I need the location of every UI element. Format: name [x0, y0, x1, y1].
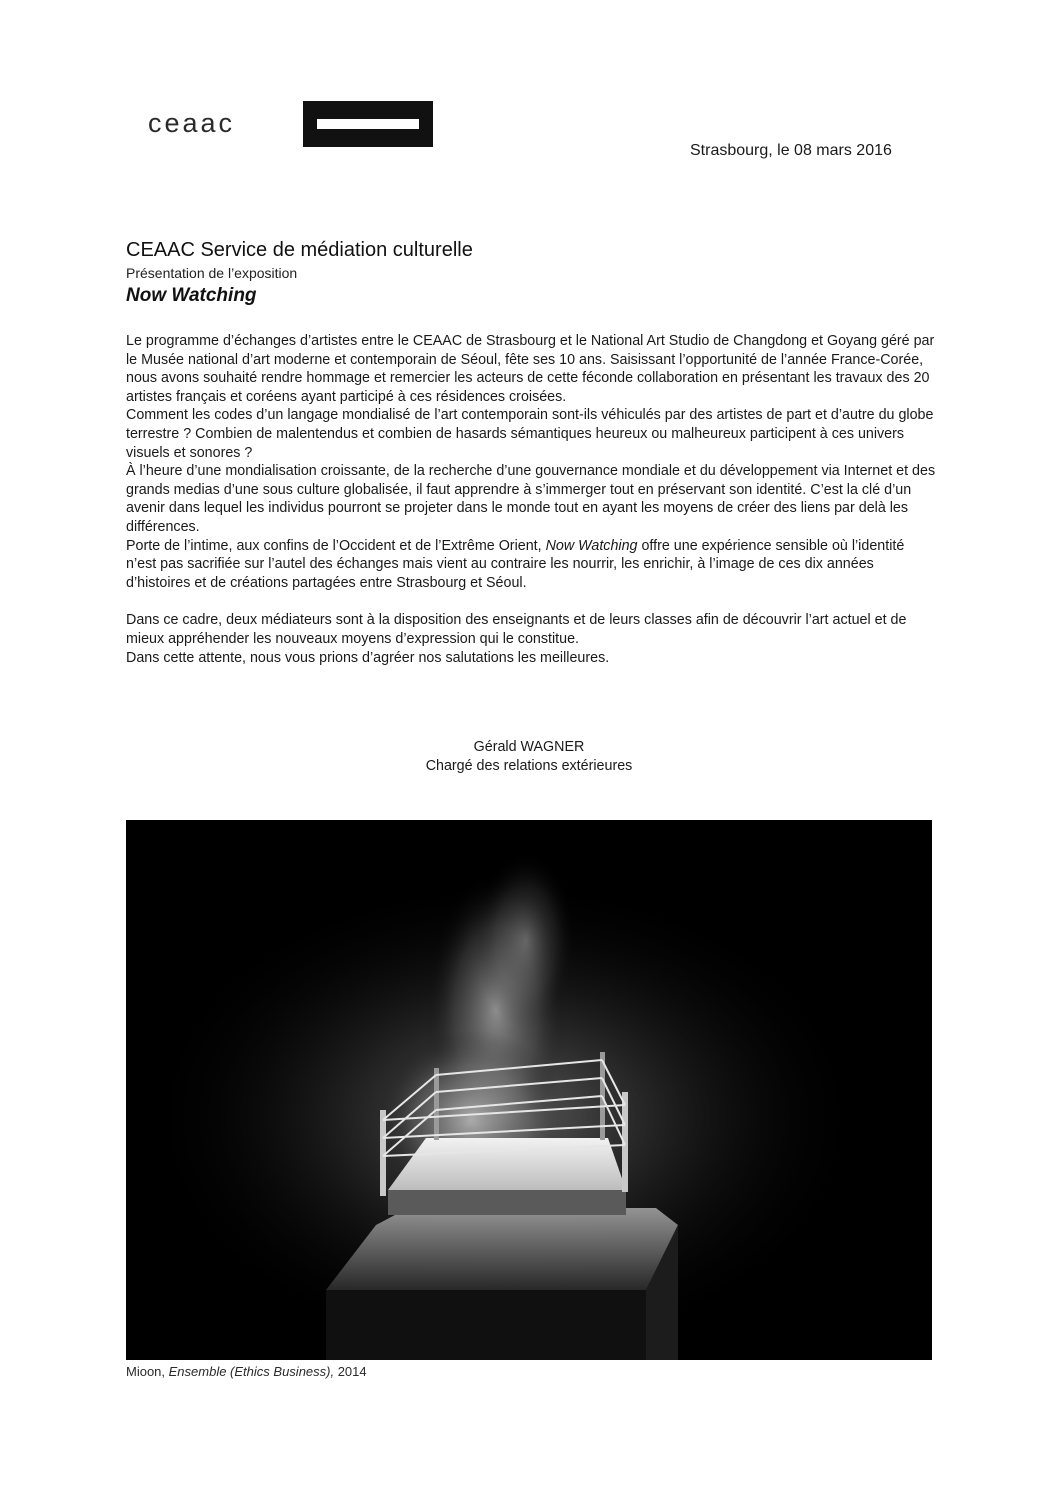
ring-apron: [388, 1190, 626, 1215]
artwork-photo: [126, 820, 932, 1360]
document-subtitle: Présentation de l’exposition: [126, 265, 298, 281]
signature-block: [126, 738, 932, 776]
signatory-name: Gérald WAGNER: [473, 739, 585, 755]
document-title: CEAAC Service de médiation culturelle: [126, 239, 473, 261]
pedestal-side: [326, 1290, 646, 1360]
smoke-plume: [476, 850, 576, 1030]
paragraph-questions: Comment les codes d’un langage mondialisé de l’art contemporain sont-ils véhiculés par des artistes de part et d’autre du globe terrestre ? Combien de malentendus et combien de hasards sémantiques heureux ou malheureux participent à ces univers visuels et sonores ?: [126, 407, 934, 461]
paragraph-intro: Le programme d’échanges d’artistes entre le CEAAC de Strasbourg et le National Art Studio de Changdong et Goyang géré par le Musée national d’art moderne et contemporain de Séoul, fête ses 10 ans. Saisissant l’opportunité de l’année France-Corée, nous avons souhaité rendre hommage et remercier les acteurs de cette féconde collaboration en présentant les travaux des 20 artistes français et coréens ayant participé à ces résidences croisées.: [126, 333, 935, 405]
signatory-role: Chargé des relations extérieures: [425, 758, 633, 774]
paragraph-mediators: Dans ce cadre, deux médiateurs sont à la disposition des enseignants et de leurs classes afin de découvrir l’art actuel et de mieux appréhender les nouveaux moyens d’expression qui le constitue.: [126, 612, 907, 647]
paragraph-closing: Dans cette attente, nous vous prions d’agréer nos salutations les meilleures.: [126, 649, 610, 666]
letter-body: [126, 332, 936, 667]
ceaac-logo-text: ceaac: [148, 108, 236, 138]
artwork-title: Ensemble (Ethics Business),: [168, 1364, 335, 1379]
inline-exhibition-title: Now Watching: [545, 537, 638, 554]
letter-date: Strasbourg, le 08 mars 2016: [690, 142, 892, 159]
paragraph-now-watching: Porte de l’intime, aux confins de l’Occident et de l’Extrême Orient, Now Watching offre une expérience sensible où l’identité n’est pas sacrifiée sur l’autel des échanges mais vient au contraire les nourrir, les enrichir, à l’image de ces dix années d’histoires et de créations partagées entre Strasbourg et Séoul.: [126, 537, 905, 591]
exhibition-title: Now Watching: [126, 285, 257, 306]
document-header: [126, 238, 932, 309]
ceaac-logo-mark: [303, 101, 433, 147]
photo-caption: Mioon, Ensemble (Ethics Business), 2014: [126, 1364, 367, 1379]
paragraph-globalisation: À l’heure d’une mondialisation croissante, de la recherche d’une gouvernance mondiale et du développement via Internet et des grands medias d’une sous culture globalisée, il faut apprendre à s’immerger tout en préservant son identité. C’est la clé d’un avenir dans lequel les individus pourront se projeter dans le monde tout en ayant les moyens de créer des liens par delà les différences.: [126, 463, 936, 535]
ring-post: [434, 1068, 439, 1140]
